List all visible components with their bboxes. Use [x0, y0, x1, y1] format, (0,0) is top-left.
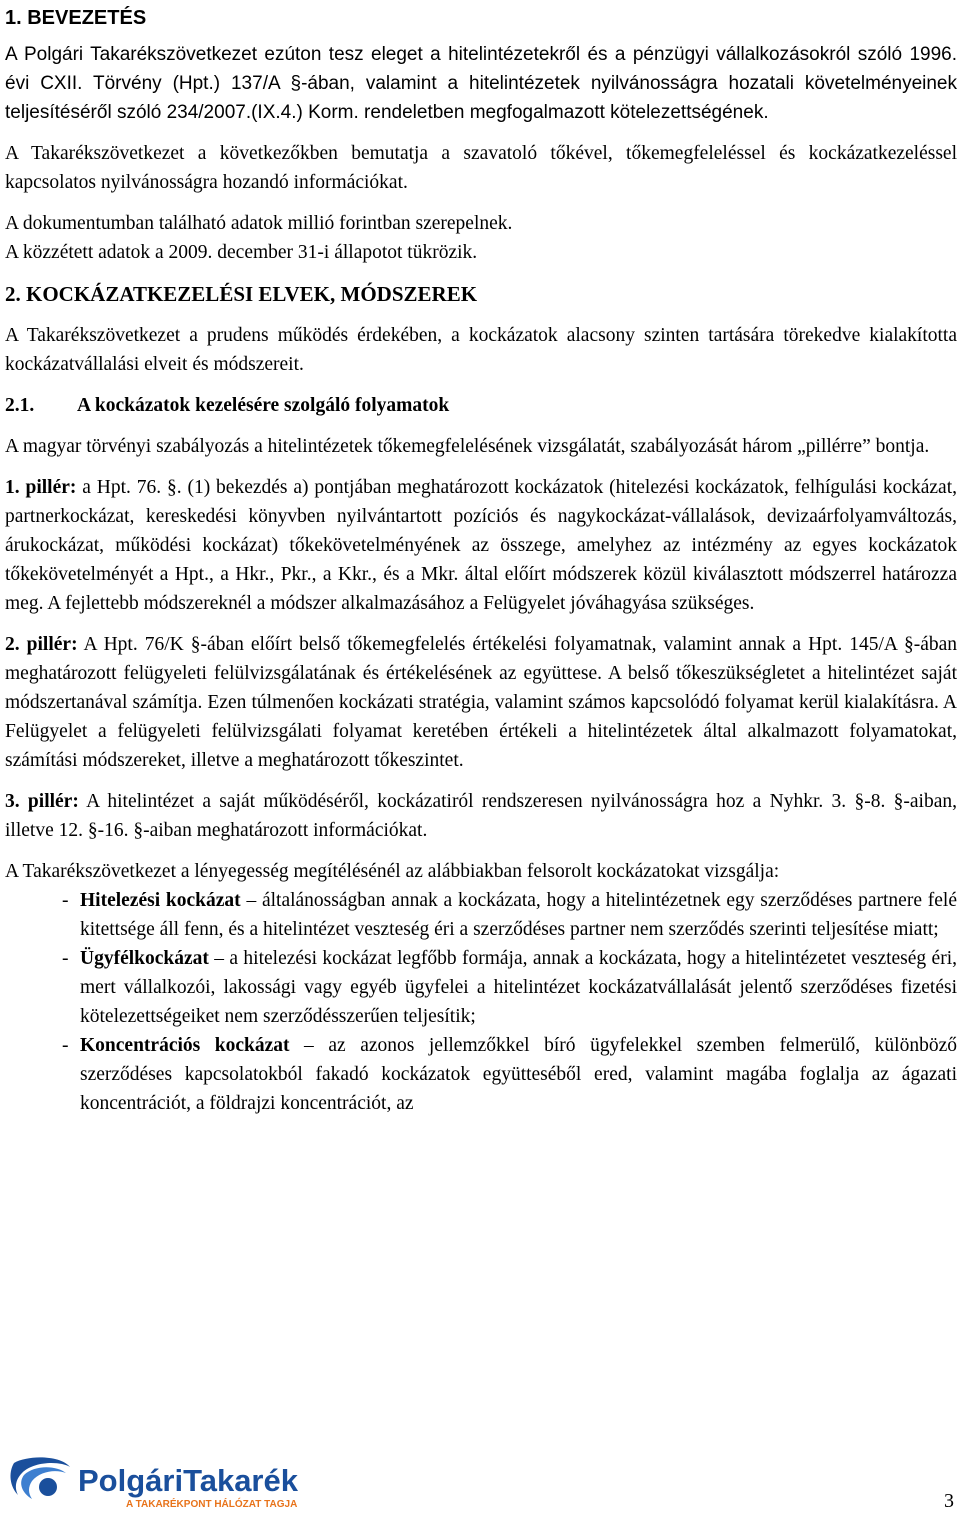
list-dash: - [62, 890, 69, 911]
list-item [5, 944, 957, 1031]
section21-paragraph: A magyar törvényi szabályozás a hitelintézetek tőkemegfelelésének vizsgálatát, szabályozását három „pillérre” bontja. [5, 436, 930, 457]
pillar-3-paragraph [5, 787, 957, 845]
logo-graphic [8, 1453, 298, 1511]
pillar-3-text: A hitelintézet a saját működéséről, kockázatiról rendszeresen nyilvánosságra hoz a Nyhkr. 3. §-8. §-aiban, illetve 12. §-16. §-aiban meghatározott információkat. [5, 791, 957, 841]
pillar-3-label: 3. pillér: [5, 791, 79, 812]
risks-intro-paragraph: A Takarékszövetkezet a lényegesség megítélésénél az alábbiakban felsorolt kockázatokat vizsgálja: [5, 861, 780, 882]
pillar-1-paragraph [5, 473, 957, 618]
risk-description: – a hitelezési kockázat legfőbb formája, annak a kockázata, hogy a hitelintézetet veszteség éri, mert vállalkozói, lakossági vagy egyéb ügyfelei a hitelintézet kockázatvállalását jelentő szerződéses fizetési kötelezettségeiket nem szerződésszerűen teljesítik; [80, 948, 957, 1027]
risk-term: Ügyfélkockázat [80, 948, 209, 969]
heading-2-1-number: 2.1. [5, 395, 35, 416]
heading-bevezetes: 1. BEVEZETÉS [5, 7, 147, 29]
intro-paragraph-3: A dokumentumban található adatok millió forintban szerepelnek. [5, 213, 513, 234]
heading-2-1-text: A kockázatok kezelésére szolgáló folyamatok [77, 395, 450, 416]
list-dash: - [62, 948, 69, 969]
document-page [5, 0, 957, 1118]
pillar-2-text: A Hpt. 76/K §-ában előírt belső tőkemegfelelés értékelési folyamatnak, valamint annak a Hpt. 145/A §-ában meghatározott felügyeleti felülvizsgálatának és értékelésének az együttese. A belső tőkeszükségletet a hitelintézet saját módszertanával számítja. Ezen túlmenően kockázati stratégia, valamint számos kapcsolódó folyamat kerül kialakításra. A Felügyelet a felügyeleti felülvizsgálati folyamat keretében értékeli a hitelintézetek által alkalmazott folyamatokat, számítási módszereket, illetve a meghatározott tőkeszintet. [5, 634, 957, 771]
list-dash: - [62, 1035, 69, 1056]
intro-paragraph-1: A Polgári Takarékszövetkezet ezúton tesz eleget a hitelintézetekről és a pénzügyi vállalkozásokról szóló 1996. évi CXII. Törvény (Hpt.) 137/A §-ában, valamint a hitelintézetek nyilvánosságra hozatali követelményeinek teljesítéséről szóló 234/2007.(IX.4.) Korm. rendeletben megfogalmazott kötelezettségének. [5, 44, 957, 123]
polgari-takarek-logo [8, 1453, 298, 1511]
risk-list [5, 886, 957, 1118]
list-item [5, 1031, 957, 1118]
intro-paragraph-2: A Takarékszövetkezet a következőkben bemutatja a szavatoló tőkével, tőkemegfeleléssel és kockázatkezeléssel kapcsolatos nyilvánosságra hozandó információkat. [5, 143, 957, 193]
risk-term: Koncentrációs kockázat [80, 1035, 290, 1056]
logo-tagline: A TAKARÉKPONT HÁLÓZAT TAGJA [126, 1499, 298, 1510]
heading-2-1 [5, 391, 957, 420]
intro-paragraph-4: A közzétett adatok a 2009. december 31-i állapotot tükrözik. [5, 242, 478, 263]
page-number: 3 [944, 1490, 954, 1512]
pillar-1-text: a Hpt. 76. §. (1) bekezdés a) pontjában meghatározott kockázatok (hitelezési kockázatok, felhígulási kockázat, partnerkockázat, kereskedési könyvben nyilvántartott pozíciós és nagykockázat-vállalások, devizaárfolyamváltozás, árukockázat, működési kockázat) tőkekövetelményének az összege, amelyhez az intézmény az egyes kockázatok tőkekövetelményét a Hpt., a Hkr., Pkr., a Kkr., és a Mkr. által előírt módszerek közül kiválasztott módszerrel határozza meg. A fejlettebb módszereknél a módszer alkalmazásához a Felügyelet jóváhagyása szükséges. [5, 477, 957, 614]
pillar-2-paragraph [5, 630, 957, 775]
risk-description: – általánosságban annak a kockázata, hogy a hitelintézetnek egy szerződéses partnere felé kitettsége áll fenn, és a hitelintézet veszteség éri a szerződéses partner nem szerződés szerinti teljesítése miatt; [80, 890, 957, 940]
heading-kockazatkezelesi-elvek: 2. KOCKÁZATKEZELÉSI ELVEK, MÓDSZEREK [5, 282, 478, 306]
risk-term: Hitelezési kockázat [80, 890, 241, 911]
section2-paragraph: A Takarékszövetkezet a prudens működés érdekében, a kockázatok alacsony szinten tartására törekedve kialakította kockázatvállalási elveit és módszereit. [5, 325, 957, 375]
list-item [5, 886, 957, 944]
pillar-2-label: 2. pillér: [5, 634, 78, 655]
risk-description: – az azonos jellemzőkkel bíró ügyfelekkel szemben felmerülő, különböző szerződéses kapcsolatokból fakadó kockázatok együtteséből ered, valamint magába foglalja az ágazati koncentrációt, a földrajzi koncentrációt, az [80, 1035, 957, 1114]
pillar-1-label: 1. pillér: [5, 477, 77, 498]
logo-wordmark: PolgáriTakarék [78, 1463, 298, 1498]
